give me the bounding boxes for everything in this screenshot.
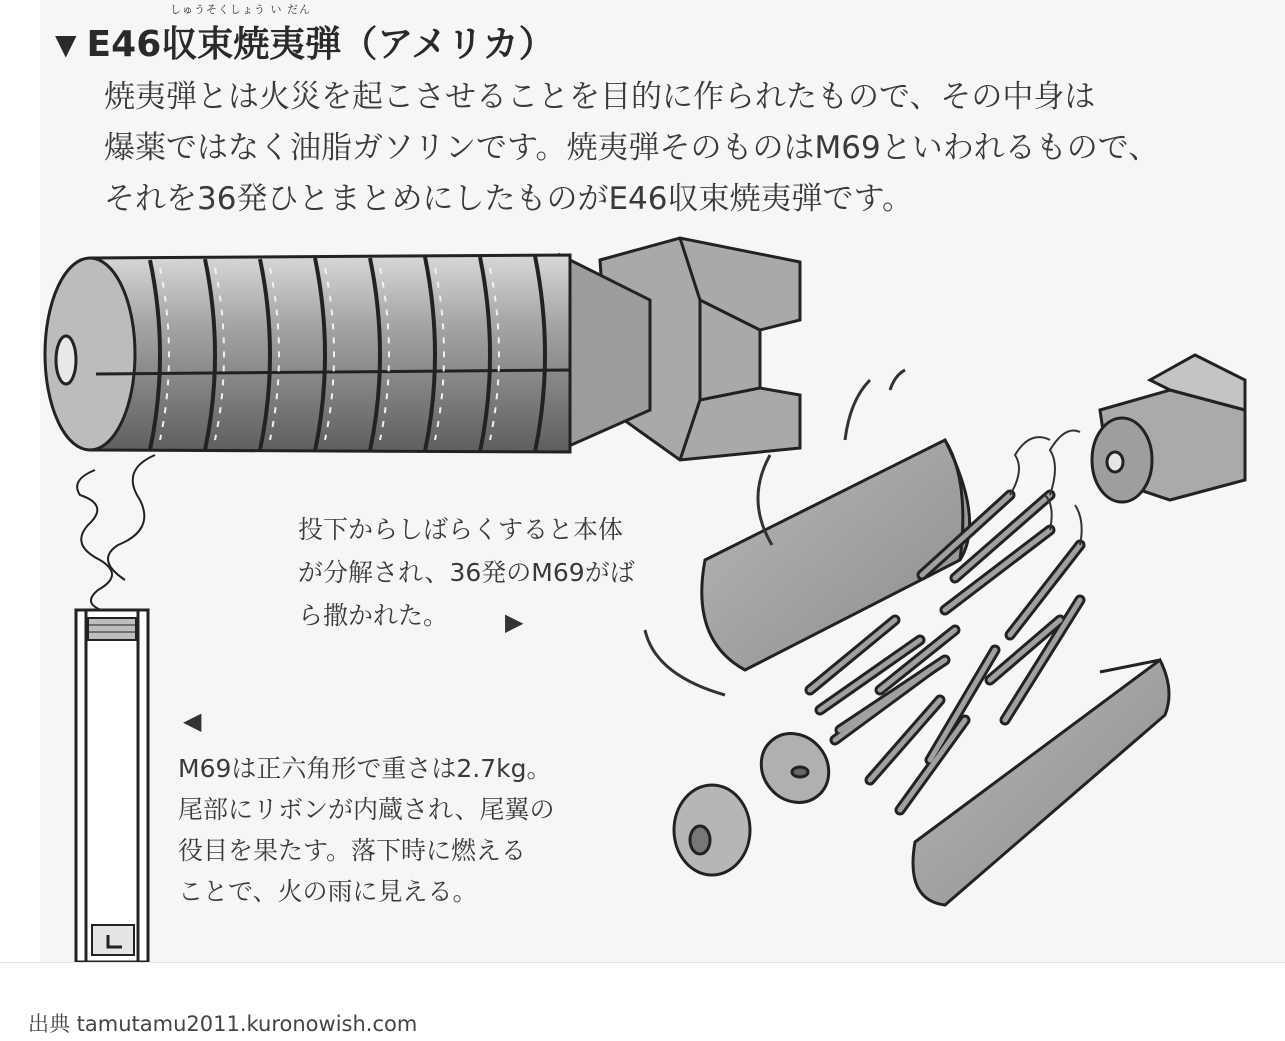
page-edge-divider [0,962,1285,963]
breakup-caption-line: ら撒かれた。 [298,601,449,630]
intro-line: 焼夷弾とは火災を起こさせることを目的に作られたもので、その中身は [104,79,1096,115]
m69-caption-line: 尾部にリボンが内蔵され、尾翼の [178,795,555,824]
exploded-shell-lower [913,660,1169,905]
title-ruby-reading: しゅうそくしょう い だん [170,3,311,16]
m69-caption-line: ことで、火の雨に見える。 [178,877,478,906]
title-text: E46収束焼夷弾（アメリカ） [86,24,555,65]
intro-paragraph [104,72,1159,225]
breakup-caption [298,508,635,637]
triangle-down-icon: ▼ [55,28,77,61]
intro-line: それを36発ひとまとめにしたものがE46収束焼夷弾です。 [104,181,913,217]
arrow-right-icon: ▶ [505,608,524,636]
intro-line: 爆薬ではなく油脂ガソリンです。焼夷弾そのものはM69といわれるもので、 [104,130,1160,166]
source-credit: 出典 tamutamu2011.kuronowish.com [28,1012,418,1036]
exploded-tail-cap [1092,355,1245,502]
exploded-end-discs [674,720,843,875]
m69-caption-line: 役目を果たす。落下時に燃える [178,836,527,865]
m69-bomblet-drawing [76,455,155,962]
breakup-caption-line: 投下からしばらくすると本体 [298,515,624,544]
page-title [55,16,555,67]
exploded-shell-upper [702,440,970,670]
m69-caption [178,748,555,912]
breakup-caption-line: が分解され、36発のM69がば [298,558,635,587]
m69-caption-line: M69は正六角形で重さは2.7kg。 [178,754,552,783]
arrow-left-icon: ◀ [183,707,202,735]
